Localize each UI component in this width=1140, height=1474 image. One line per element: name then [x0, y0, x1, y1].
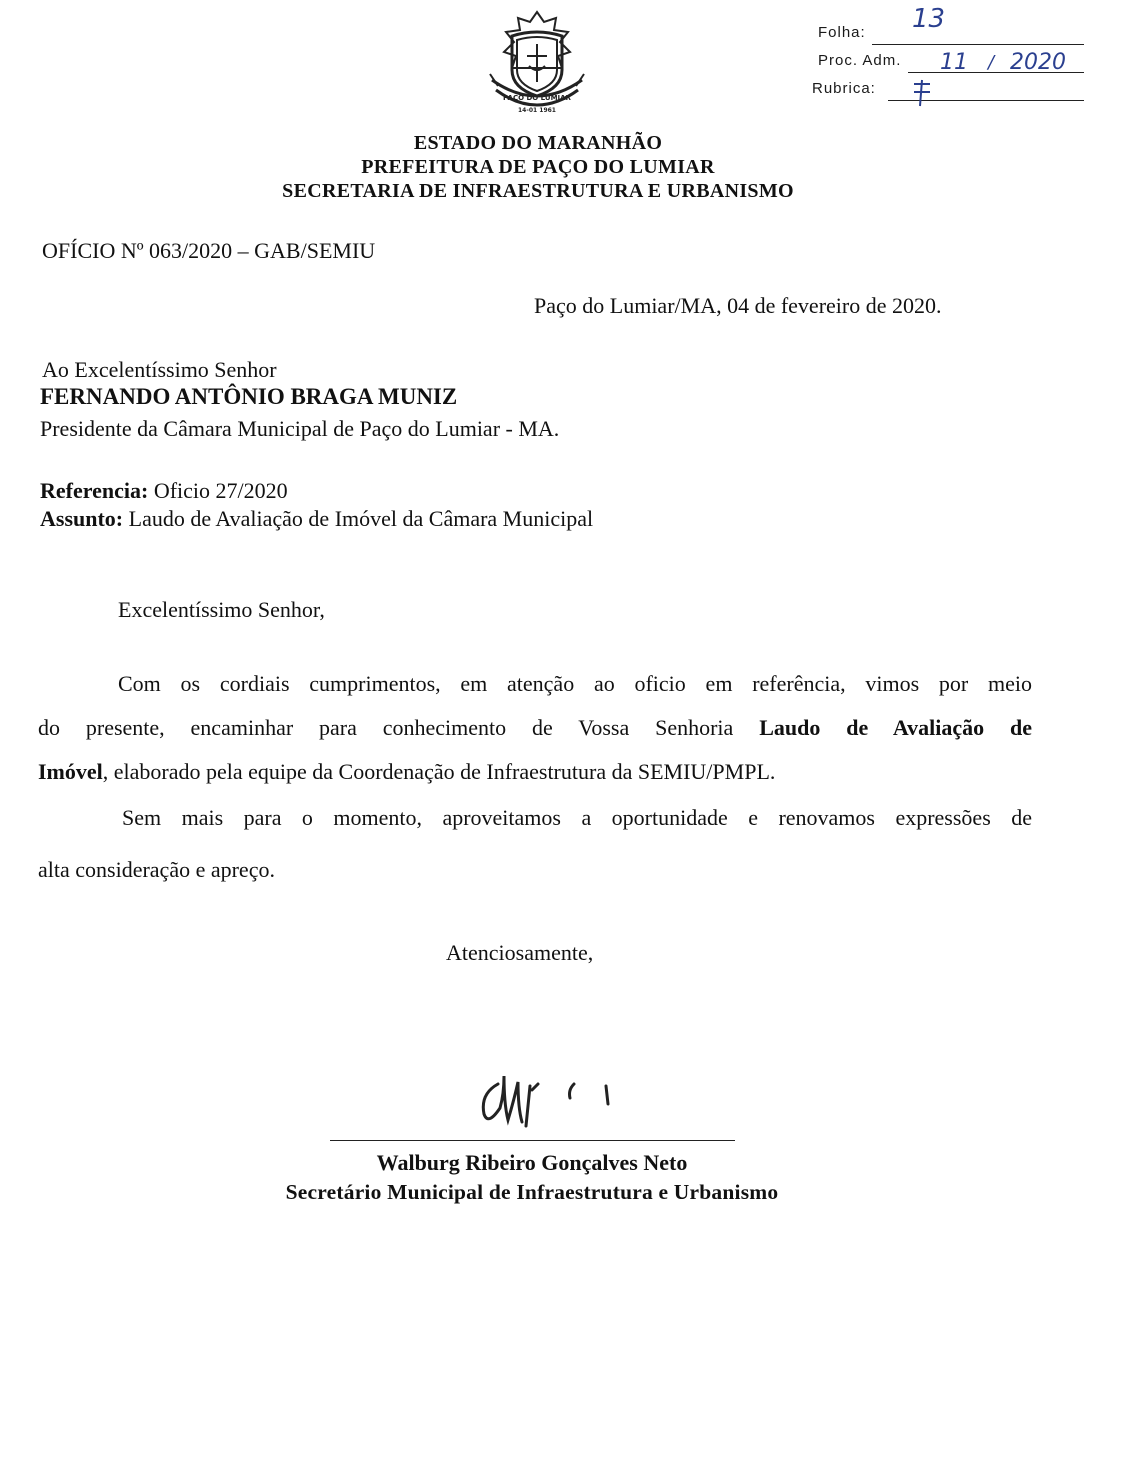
- body-paragraph-2: [38, 796, 1032, 892]
- header-state: ESTADO DO MARANHÃO: [413, 132, 663, 154]
- reference-label: Referencia:: [40, 478, 149, 503]
- folha-label: Folha:: [818, 24, 866, 41]
- body-p1-line3-bold: Imóvel: [38, 759, 103, 784]
- recipient-salutation: Ao Excelentíssimo Senhor: [42, 357, 277, 382]
- header-prefecture: PREFEITURA DE PAÇO DO LUMIAR: [361, 156, 715, 178]
- body-p2-line1: Sem mais para o momento, aproveitamos a oportunidade e renovamos expressões de: [122, 805, 1032, 830]
- reference-value: Oficio 27/2020: [148, 478, 288, 503]
- folha-handwritten-value: 13: [912, 4, 946, 34]
- body-paragraph-1: [38, 662, 1032, 794]
- recipient-name: FERNANDO ANTÔNIO BRAGA MUNIZ: [40, 384, 458, 409]
- subject-label: Assunto:: [40, 506, 124, 531]
- signatory-role: Secretário Municipal de Infraestrutura e Urbanismo: [285, 1180, 779, 1204]
- proc-adm-number-handwritten: 11: [940, 50, 968, 75]
- body-p2-line2: alta consideração e apreço.: [38, 857, 275, 882]
- body-p1-line1: Com os cordiais cumprimentos, em atenção ao oficio em referência, vimos por meio: [118, 671, 1032, 696]
- rubrica-initial-mark: [910, 78, 934, 108]
- oficio-number: OFÍCIO Nº 063/2020 – GAB/SEMIU: [42, 238, 376, 263]
- recipient-title: Presidente da Câmara Municipal de Paço do Lumiar - MA.: [40, 416, 560, 441]
- subject-value: Laudo de Avaliação de Imóvel da Câmara Municipal: [123, 506, 594, 531]
- rubrica-label: Rubrica:: [812, 80, 876, 97]
- body-p1-line3: [38, 750, 1032, 794]
- seal-lettering: PAÇO DO LUMIAR: [503, 94, 571, 102]
- proc-adm-label: Proc. Adm.: [818, 52, 902, 69]
- proc-adm-year-handwritten: 2020: [1010, 50, 1066, 75]
- proc-adm-slash: /: [988, 52, 995, 73]
- body-p1-line3-text: , elaborado pela equipe da Coordenação de Infraestrutura da SEMIU/PMPL.: [102, 759, 776, 784]
- reference-line: [40, 478, 288, 504]
- body-p1-line2: [38, 706, 1032, 750]
- greeting: Excelentíssimo Senhor,: [118, 597, 325, 622]
- seal-dates: 14-01 1961: [518, 107, 556, 114]
- body-p1-line2-text: do presente, encaminhar para conhecimento de Vossa Senhoria: [38, 715, 760, 740]
- signature-line: [330, 1140, 735, 1141]
- subject-line: [40, 506, 593, 532]
- handwritten-signature: [474, 1064, 634, 1134]
- body-p1-line2-bold: Laudo de Avaliação de: [759, 715, 1032, 740]
- signatory-name: Walburg Ribeiro Gonçalves Neto: [376, 1150, 688, 1175]
- municipal-crest-seal: [484, 8, 590, 118]
- date-line: Paço do Lumiar/MA, 04 de fevereiro de 2020.: [534, 293, 942, 318]
- closing: Atenciosamente,: [446, 940, 594, 965]
- header-secretariat: SECRETARIA DE INFRAESTRUTURA E URBANISMO: [282, 180, 794, 202]
